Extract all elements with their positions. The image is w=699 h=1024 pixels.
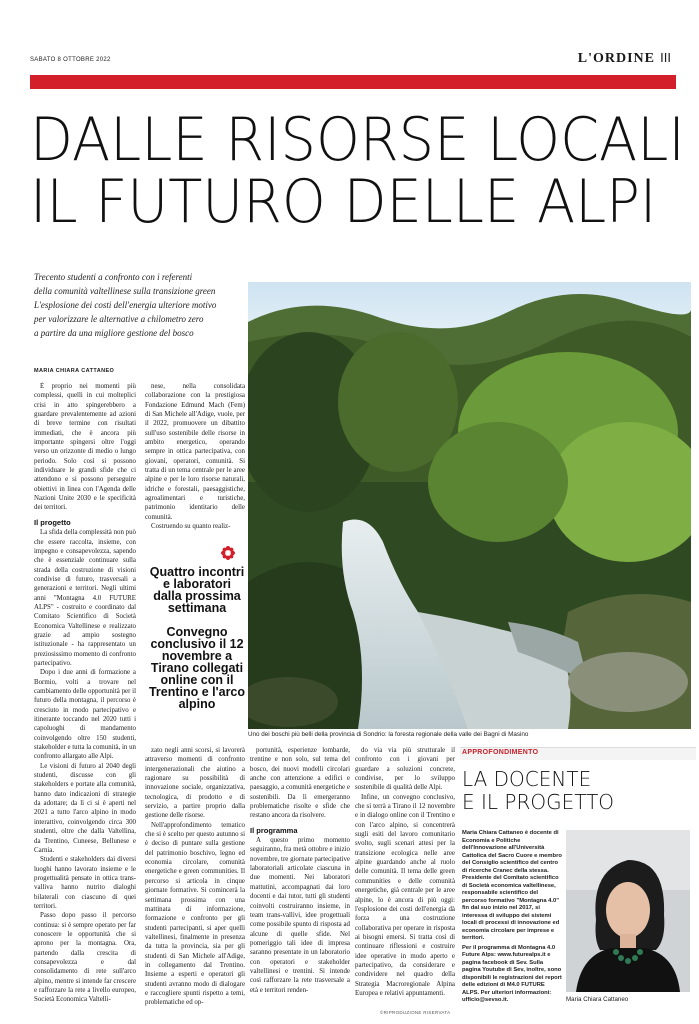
pull-quote-part-1: Quattro incontri e laboratori dalla prossima settimana bbox=[149, 565, 245, 615]
portrait-caption: Maria Chiara Cattaneo bbox=[566, 996, 629, 1003]
article-paragraph: È proprio nei momenti più complessi, quelli in cui molteplici crisi in atto spingerebbero a guardare prevalentemente ad azioni di breve termine con risultati immediati, che è ancora più importante spingersi oltre l'oggi verso un orizzonte di medio o lungo periodo. Solo così si possono individuare le grandi sfide che ci attendono e si possono perseguire obiettivi in linea con l'Agenda delle Nazioni Unite 2030 e le specificità dei territori. bbox=[34, 383, 136, 512]
masthead-logo: L'ORDINE bbox=[577, 51, 655, 66]
article-column-4 bbox=[355, 746, 455, 1004]
article-paragraph: Dopo i due anni di formazione a Bormio, volti a trovare nel cambiamento delle opportunità per il futuro della montagna, il percorso è cresciuto in modo partecipativo e itinerante toccando nel 2020 tutti i capoluoghi di mandamento coinvolgendo oltre 150 studenti, stakeholder e tutta la comunità, in un confronto allargato alle Alpi. bbox=[34, 669, 136, 761]
photo-caption: Uno dei boschi più belli della provincia di Sondrio: la foresta regionale della valle dei Bagni di Masino bbox=[248, 731, 529, 738]
article-paragraph: Infine, un convegno conclusivo, che si terrà a Tirano il 12 novembre e in dialogo online con il Trentino e con l'arco alpino, si concentrerà sugli esiti del lavoro comunitario svolto, sugli scenari attesi per la transizione ecologica nelle aree alpine guardando anche al ruolo delle comunità. Il tema delle green communities e delle comunità energetiche, già centrale per le aree alpine, lo è ancora di più oggi: l'esplosione dei costi dell'energia dà forza a una costruzione collaborativa per operare in risposta ai bisogni emersi. Si tratta così di continuare riflessioni e costruire idee operative in modo aperto e partecipativo, da considerare e condividere nel quadro della Strategia Macroregionale Alpina Europea e relativi appuntamenti. bbox=[355, 793, 455, 997]
subhead-line: Trecento studenti a confronto con i referenti bbox=[34, 272, 193, 282]
article-paragraph: portunità, esperienze lombarde, trentine e non solo, sul tema del bosco, dei nuovi modelli circolari anche con attenzione a edifici e paesaggio, a comunità energetiche e sostenibili. Da lì emergeranno problematiche risolte e sfide che restano ancora da risolvere. bbox=[250, 747, 350, 820]
bio-text: Maria Chiara Cattaneo è docente di Economia e Politiche dell'Innovazione all'Università Cattolica del Sacro Cuore e membro del Consiglio scientifico del centro di ricerche Cranec della stessa. Presidente del Comitato scientifico di Società economica valtellinese, responsabile scientifico del percorso formativo "Montagna 4.0" fin dal suo inizio nel 2017, si interessa di sviluppo dei sistemi locali di processi di innovazione ed economia circolare per imprese e territori. bbox=[462, 830, 562, 941]
section-heading: Il programma bbox=[250, 825, 298, 835]
article-column-2-continued bbox=[145, 746, 245, 1022]
sidebar-label: APPROFONDIMENTO bbox=[462, 749, 539, 756]
article-paragraph: zato negli anni scorsi, si lavorerà attraverso momenti di confronto intergenerazionali che aiutino a ragionare su possibilità di innovazione sociale, organizzativa, tecnologica, di prodotto e di servizio, a partire proprio dalla gestione delle risorse. bbox=[145, 747, 245, 820]
bio-links: Per il programma di Montagna 4.0 Future Alps: www.futurealps.it e pagina facebook di Sev. Sulla pagina Youtube di Sev, inoltre, sono disponibili le registrazioni dei report delle edizioni di M4.0 FUTURE ALPS. Per ulteriori informazioni: ufficio@sevso.it. bbox=[462, 944, 562, 1003]
article-paragraph: Studenti e stakeholders dai diversi luoghi hanno lavorato insieme e le progettualità pensate in ottica trans-valliva hanno nutrito dialoghi bilaterali con ciascuno di quei territori. bbox=[34, 856, 136, 910]
sidebar-title-line-1: LA DOCENTE bbox=[462, 767, 592, 791]
article-paragraph: Costruendo su quanto realiz- bbox=[151, 523, 231, 531]
pull-quote-part-2: Convegno conclusivo il 12 novembre a Tirano collegati online con il Trentino e l'arco alpino bbox=[148, 625, 246, 711]
subhead-line: a partire da una migliore gestione del bosco bbox=[34, 328, 194, 338]
subheadline bbox=[34, 270, 249, 340]
page-number: III bbox=[660, 50, 671, 65]
sidebar-bio bbox=[462, 830, 562, 1005]
sidebar-title-line-2: E IL PROGETTO bbox=[462, 790, 615, 814]
forest-waterfall-photo bbox=[248, 282, 691, 729]
pull-quote bbox=[148, 548, 246, 710]
subhead-line: L'esplosione dei costi dell'energia ulteriore motivo bbox=[34, 300, 217, 310]
article-column-1 bbox=[34, 382, 136, 1022]
subhead-line: per valorizzare le alternative a chilometro zero bbox=[34, 314, 204, 324]
article-paragraph: La sfida della complessità non può che essere raccolta, insieme, con impegno e consapevolezza, sapendo che è essenziale continuare sulla strada della costruzione di visioni condivise di futuro, trasversali a generazioni e territori. Negli ultimi anni "Montagna 4.0 FUTURE ALPS" - costruito e coordinato dal Comitato Scientifico di Società Economica Valtellinese e realizzato grazie ad ampio sostegno istituzionale - ha rappresentato un preziosissimo momento di confronto partecipativo. bbox=[34, 529, 136, 667]
subhead-line: della comunità valtellinese sulla transizione green bbox=[34, 286, 216, 296]
red-header-bar bbox=[30, 75, 676, 89]
issue-date: SABATO 8 OTTOBRE 2022 bbox=[30, 57, 111, 63]
article-paragraph: nese, nella consolidata collaborazione con la prestigiosa Fondazione Edmund Mach (Fem) di San Michele all'Adige, vuole, per il 2022, promuovere un dibattito sull'uso sostenibile delle risorse in ambito energetico, operando sempre in ottica partecipativa, con giovani, operatori, comunità. Si tratta di un tema centrale per le aree alpine e per le loro risorse naturali, idriche e forestali, paesaggistiche, agroalimentari e turistiche, patrimonio identitario delle comunità. bbox=[145, 383, 245, 521]
article-paragraph: Nell'approfondimento tematico che si è scelto per questo autunno si è deciso di puntare sulla gestione del patrimonio boschivo, legno ed economia circolare, comunità energetiche e green communities. Il percorso si articola in cinque giornate formative. Si comincerà la settimana prossima con una mattinata di informazione, formazione e confronto per gli studenti partecipanti, si aper quelli valtellinesi, finalmente in presenza da tutta la provincia, sia per gli studenti di San Michele all'Adige, in collegamento dal Trentino. Insieme a esperti e operatori gli studenti avranno modo di dialogare e raccogliere spunti rispetto a temi, problematiche ed op- bbox=[145, 821, 245, 1007]
sidebar-title bbox=[462, 768, 614, 814]
article-paragraph: do via via più strutturale il confronto con i giovani per guardare a soluzioni concrete, condivise, per lo sviluppo sostenibile di qualità delle Alpi. bbox=[355, 747, 455, 792]
article-paragraph: Le visioni di futuro al 2040 degli studenti, discusse con gli stakeholders e portate alla comunità, hanno dato indicazioni di strategie da adottare; da lì ci si è aperti nel 2021 a tutto l'arco alpino in modo interattivo, coinvolgendo circa 300 studenti, oltre che dalla Valtellina, da Trentino, Cuneese, Bellunese e Carnia. bbox=[34, 762, 136, 854]
section-heading: Il progetto bbox=[34, 517, 71, 527]
article-paragraph: Passo dopo passo il percorso continua: si è sempre operato per far conoscere le opportunità che si aprono per la montagna. Ora, partendo dalla crescita di consapevolezza e dal consolidamento di rete sull'arco alpino, mentre si intende far crescere e rafforzare la rete a livello europeo, Società Economica Valtelli- bbox=[34, 912, 136, 1004]
byline: MARIA CHIARA CATTANEO bbox=[34, 368, 115, 374]
headline-line-1: DALLE RISORSE LOCALI bbox=[30, 105, 685, 175]
headline-line-2: IL FUTURO DELLE ALPI bbox=[30, 167, 657, 237]
article-paragraph: A questo primo momento seguiranno, fra metà ottobre e inizio novembre, tre giornate partecipative laboratoriali articolate ciascuna in due momenti. Nei laboratori mattutini, accompagnati dai loro docenti e dai tutor, tutti gli studenti coinvolti costruiranno insieme, in team trans-vallivi, idee progettuali come possibile spunto di risposta ad alcune di quelle sfide. Nel pomeriggio tali idee di impresa saranno presentate in un laboratorio con operatori e stakeholder valtellinesi e trentini. Si intende così rafforzare la rete trasversale a età e territori renden- bbox=[250, 837, 350, 994]
author-portrait bbox=[566, 830, 690, 992]
article-column-3 bbox=[250, 746, 350, 1022]
copyright-note: ©RIPRODUZIONE RISERVATA bbox=[380, 1010, 451, 1015]
article-column-2 bbox=[145, 382, 245, 538]
